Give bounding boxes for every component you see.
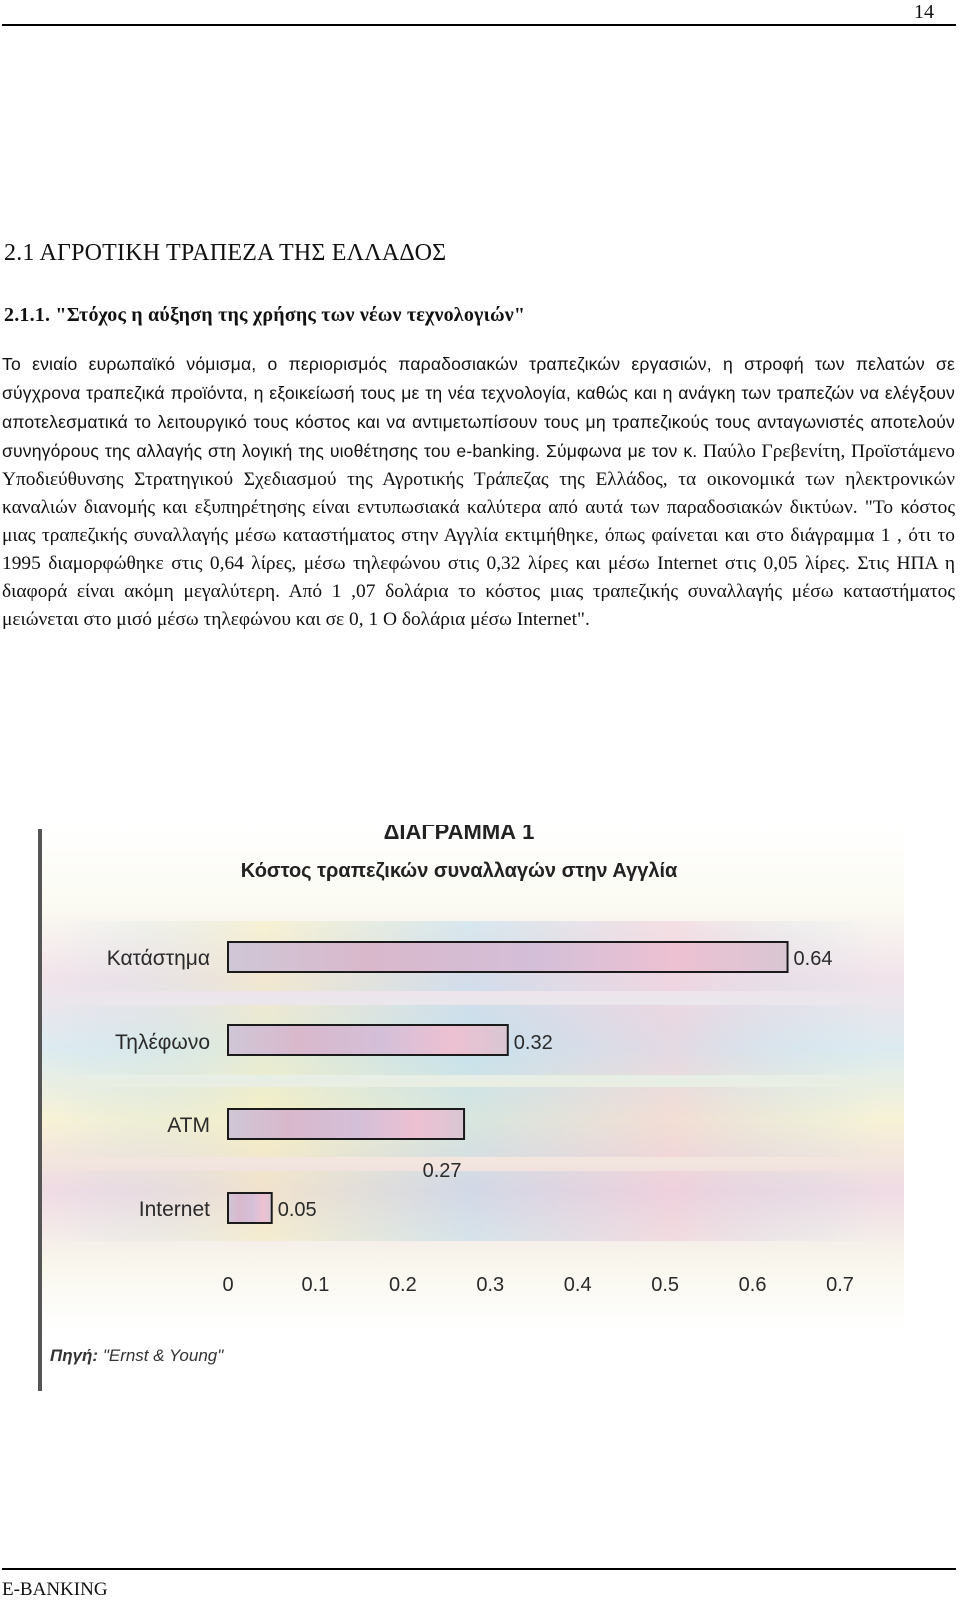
x-tick-label-1: 0 — [222, 1274, 234, 1296]
subsection-title: 2.1.1. "Στόχος η αύξηση της χρήσης των νέων τεχνολογιών" — [4, 304, 526, 326]
data-label-2: 0.32 — [513, 1032, 553, 1054]
bar-3 — [228, 1109, 464, 1139]
category-label-3: ΑΤΜ — [167, 1114, 210, 1137]
body-paragraph — [2, 350, 955, 634]
chart-left-edge — [38, 829, 42, 1391]
chart-source — [50, 1346, 224, 1365]
diagram-figure — [38, 825, 904, 1415]
body-paragraph-part2: Παύλο Γρεβενίτη, Προϊστάμενο Υποδιεύθυνσης Στρατηγικού Σχεδιασμού της Αγροτικής Τράπεζας της Ελλάδος, τα οικονομικά των ηλεκτρονικών καναλιών διανομής και εξυπηρέτησης είναι εντυπωσιακά καλύτερα από αυτά των παραδοσιακών δικτύων. "Το κόστος μιας τραπεζικής συναλλαγής μέσω καταστήματος στην Αγγλία εκτιμήθηκε, όπως φαίνεται και στο διάγραμμα 1 , ότι το 1995 διαμορφώθηκε στις 0,64 λίρες, μέσω τηλεφώνου στις 0,32 λίρες και μέσω Internet στις 0,05 λίρες. Στις ΗΠΑ η διαφορά είναι ακόμη μεγαλύτερη. Από 1 ,07 δολάρια το κόστος μιας τραπεζικής συναλλαγής μέσω καταστήματος μειώνεται στο μισό μέσω τηλεφώνου και σε 0, 1 Ο δολάρια μέσω Internet". — [2, 441, 955, 630]
footer-rule — [2, 1568, 956, 1570]
category-label-1: Κατάστημα — [106, 947, 210, 970]
x-tick-label-7: 0.6 — [738, 1274, 767, 1296]
category-label-4: Internet — [138, 1198, 210, 1221]
data-label-3: 0.27 — [422, 1160, 462, 1182]
bar-1 — [228, 942, 788, 972]
chart-source-prefix: Πηγή: — [50, 1346, 99, 1365]
data-label-1: 0.64 — [793, 948, 833, 970]
data-label-4: 0.05 — [277, 1199, 317, 1221]
x-tick-label-6: 0.5 — [651, 1274, 680, 1296]
category-label-2: Τηλέφωνο — [114, 1031, 210, 1054]
header-rule — [2, 24, 956, 26]
chart-title: ΔΙΑΓΡΑΜΜΑ 1 — [383, 825, 535, 844]
chart-subtitle: Κόστος τραπεζικών συναλλαγών στην Αγγλία — [240, 860, 678, 882]
x-tick-label-2: 0.1 — [301, 1274, 330, 1296]
chart-source-value: "Ernst & Young" — [98, 1346, 224, 1365]
footer-label: E-BANKING — [2, 1579, 108, 1600]
body-paragraph-part1: Το ενιαίο ευρωπαϊκό νόμισμα, ο περιορισμός παραδοσιακών τραπεζικών εργασιών, η στροφή των πελατών σε σύγχρονα τραπεζικά προϊόντα, η εξοικείωσή τους με τη νέα τεχνολογία, καθώς και η ανάγκη των τραπεζών να ελέγξουν αποτελεσματικά το λειτουργικό τους κόστος και να αντιμετωπίσουν τους μη τραπεζικούς τους ανταγωνιστές αποτελούν συνηγόρους της αλλαγής στη λογική της υιοθέτησης του e-banking. Σύμφωνα με τον κ. — [2, 354, 955, 461]
x-tick-label-3: 0.2 — [388, 1274, 417, 1296]
x-tick-label-4: 0.3 — [476, 1274, 505, 1296]
page-number: 14 — [914, 1, 934, 23]
bar-chart — [38, 825, 904, 1415]
x-tick-label-5: 0.4 — [563, 1274, 592, 1296]
bar-2 — [228, 1025, 508, 1055]
bar-4 — [228, 1193, 272, 1223]
x-tick-label-8: 0.7 — [826, 1274, 854, 1296]
section-title: 2.1 ΑΓΡΟΤΙΚΗ ΤΡΑΠΕΖΑ ΤΗΣ ΕΛΛΑΔΟΣ — [4, 240, 447, 266]
